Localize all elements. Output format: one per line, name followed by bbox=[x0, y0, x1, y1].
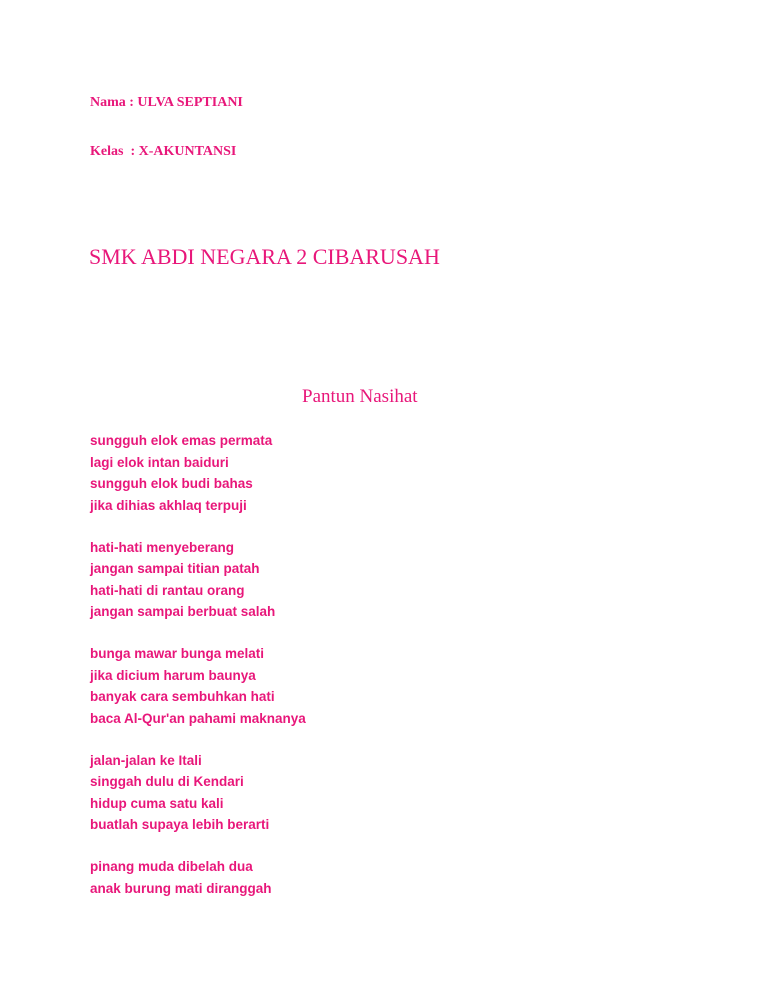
poem-line: jika dihias akhlaq terpuji bbox=[90, 497, 247, 513]
poem-line: bunga mawar bunga melati bbox=[90, 646, 265, 661]
poem-line: jangan sampai berbuat salah bbox=[90, 604, 276, 619]
poem-line: buatlah supaya lebih berarti bbox=[90, 817, 270, 832]
stanza-1 bbox=[90, 430, 690, 516]
poem-line: banyak cara sembuhkan hati bbox=[90, 689, 275, 704]
poem-line: pinang muda dibelah dua bbox=[90, 859, 253, 874]
stanza-2 bbox=[90, 537, 690, 623]
poem-line: jika dicium harum baunya bbox=[90, 667, 256, 683]
stanza-4 bbox=[90, 750, 690, 836]
stanza-3 bbox=[90, 643, 690, 729]
poem-line: anak burung mati diranggah bbox=[90, 880, 272, 896]
student-name: Nama : ULVA SEPTIANI bbox=[90, 95, 243, 110]
school-name: SMK ABDI NEGARA 2 CIBARUSAH bbox=[89, 244, 440, 269]
poem-line: hati-hati menyeberang bbox=[90, 539, 235, 555]
poem-body bbox=[90, 430, 690, 920]
poem-line: jalan-jalan ke Itali bbox=[90, 752, 202, 768]
poem-line: lagi elok intan baiduri bbox=[90, 454, 229, 470]
poem-line: baca Al-Qur'an pahami maknanya bbox=[90, 710, 306, 726]
poem-line: jangan sampai titian patah bbox=[90, 561, 260, 576]
student-class: Kelas : X-AKUNTANSI bbox=[90, 144, 237, 159]
poem-line: singgah dulu di Kendari bbox=[90, 774, 244, 789]
poem-line: hidup cuma satu kali bbox=[90, 795, 224, 811]
poem-title: Pantun Nasihat bbox=[302, 386, 418, 407]
poem-line: hati-hati di rantau orang bbox=[90, 582, 245, 598]
poem-line: sungguh elok emas permata bbox=[90, 433, 273, 448]
poem-line: sungguh elok budi bahas bbox=[90, 476, 253, 491]
stanza-5 bbox=[90, 856, 690, 899]
